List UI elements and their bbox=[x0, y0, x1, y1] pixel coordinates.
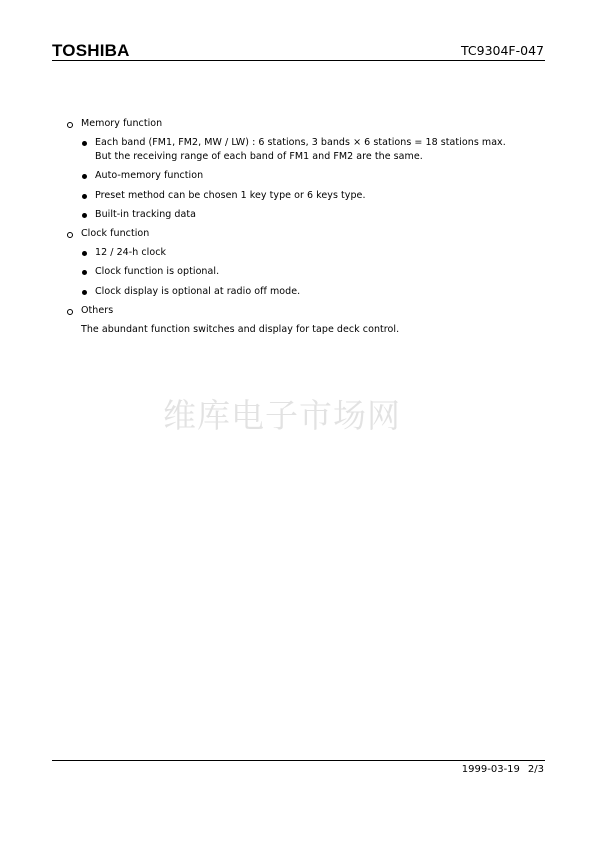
section-circle-marker bbox=[67, 122, 73, 128]
section-circle-marker bbox=[67, 232, 73, 238]
footer bbox=[462, 763, 544, 776]
others-description: The abundant function switches and display for tape deck control. bbox=[81, 324, 400, 335]
list-item-tracking-data: Built-in tracking data bbox=[95, 209, 197, 220]
list-item-preset-method: Preset method can be chosen 1 key type or 6 keys type. bbox=[95, 190, 366, 201]
section-circle-marker bbox=[67, 309, 73, 315]
list-item-each-band-continued: But the receiving range of each band of FM1 and FM2 are the same. bbox=[95, 151, 423, 162]
section-title-clock: Clock function bbox=[81, 228, 150, 239]
list-item-clock-optional: Clock function is optional. bbox=[95, 266, 220, 277]
footer-rule bbox=[52, 760, 545, 761]
list-item-12-24-clock: 12 / 24-h clock bbox=[95, 247, 167, 258]
bullet-marker bbox=[82, 270, 87, 275]
bullet-marker bbox=[82, 141, 87, 146]
section-title-memory: Memory function bbox=[81, 118, 163, 129]
toshiba-logo: TOSHIBA bbox=[52, 41, 130, 60]
header-rule bbox=[52, 60, 545, 61]
part-number: TC9304F-047 bbox=[460, 43, 544, 58]
bullet-marker bbox=[82, 213, 87, 218]
list-item-clock-display: Clock display is optional at radio off mode. bbox=[95, 286, 301, 297]
watermark: 维库电子市场网 bbox=[163, 396, 401, 435]
footer-date: 1999-03-19 bbox=[461, 764, 520, 775]
bullet-marker bbox=[82, 174, 87, 179]
bullet-marker bbox=[82, 194, 87, 199]
page-number: 2/3 bbox=[527, 764, 544, 775]
section-title-others: Others bbox=[81, 305, 114, 316]
list-item-auto-memory: Auto-memory function bbox=[95, 170, 204, 181]
bullet-marker bbox=[82, 290, 87, 295]
bullet-marker bbox=[82, 251, 87, 256]
list-item-each-band: Each band (FM1, FM2, MW / LW) : 6 stations, 3 bands × 6 stations = 18 stations max. bbox=[95, 137, 506, 148]
